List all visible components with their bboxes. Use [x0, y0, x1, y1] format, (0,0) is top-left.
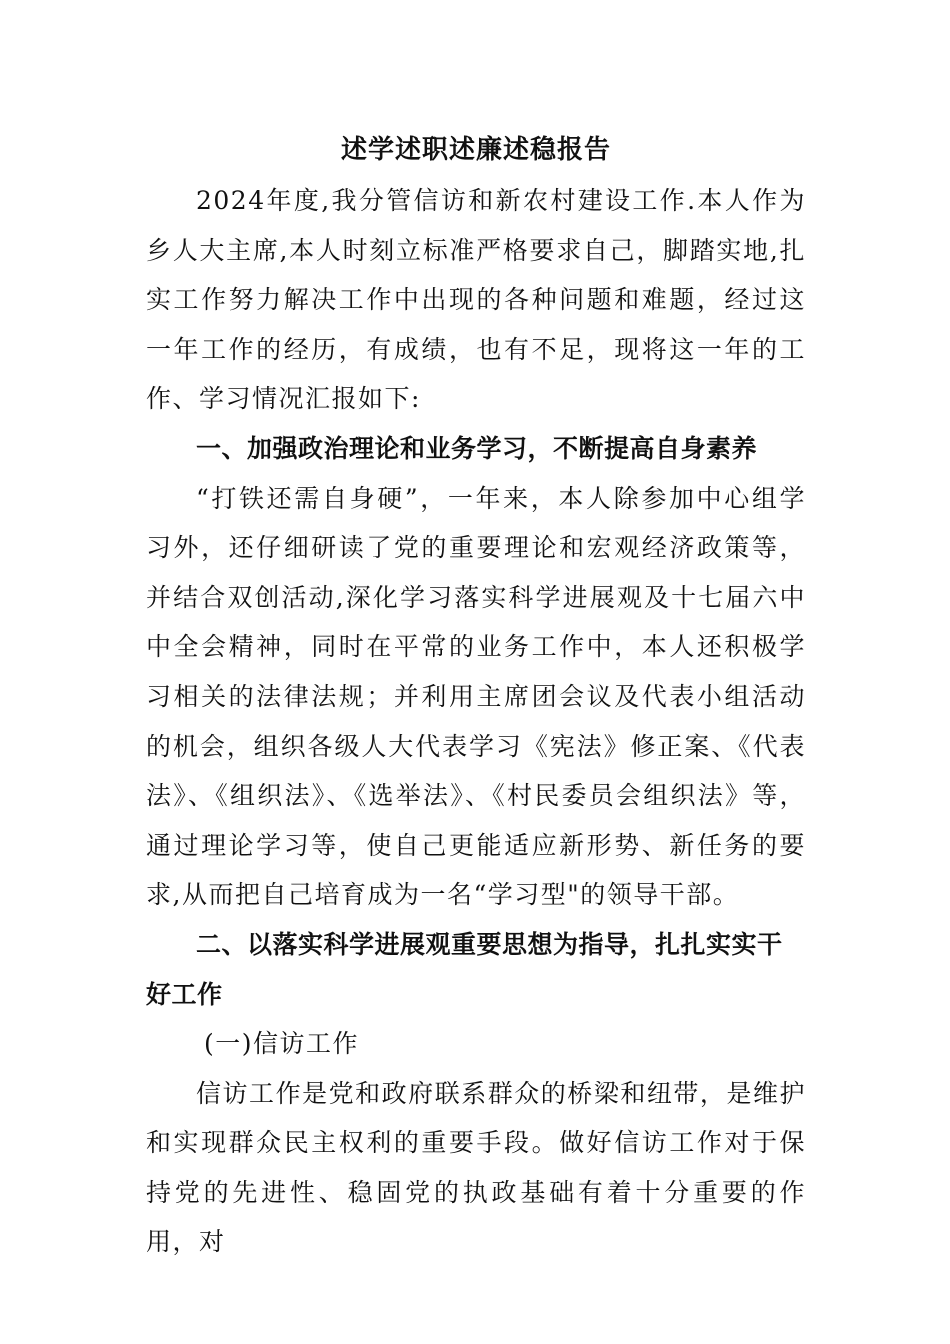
section-2-heading: 二、以落实科学进展观重要思想为指导，扎扎实实干好工作: [146, 929, 783, 1009]
intro-paragraph: 2024年度,我分管信访和新农村建设工作.本人作为乡人大主席,本人时刻立标准严格要求自己，脚踏实地,扎实工作努力解决工作中出现的各种问题和难题，经过这一年工作的经历，有成绩，也有不足，现将这一年的工作、学习情况汇报如下:: [146, 186, 806, 414]
section-1-heading: 一、加强政治理论和业务学习，不断提高自身素养: [196, 433, 758, 463]
subsection-1-heading: (一)信访工作: [204, 1029, 360, 1059]
document-title: 述学述职述廉述稳报告: [340, 135, 611, 165]
document-page: [146, 128, 806, 1267]
subsection-1-paragraph: 信访工作是党和政府联系群众的桥梁和纽带，是维护和实现群众民主权利的重要手段。做好信访工作对于保持党的先进性、稳固党的执政基础有着十分重要的作用，对: [146, 1078, 806, 1257]
section-1-paragraph: “打铁还需自身硬”，一年来，本人除参加中心组学习外，还仔细研读了党的重要理论和宏观经济政策等，并结合双创活动,深化学习落实科学进展观及十七届六中中全会精神，同时在平常的业务工作中，本人还积极学习相关的法律法规；并利用主席团会议及代表小组活动的机会，组织各级人大代表学习《宪法》修正案、《代表法》、《组织法》、《选举法》、《村民委员会组织法》等，通过理论学习等，使自己更能适应新形势、新任务的要求,从而把自己培育成为一名“学习型"的领导干部。: [146, 483, 806, 910]
